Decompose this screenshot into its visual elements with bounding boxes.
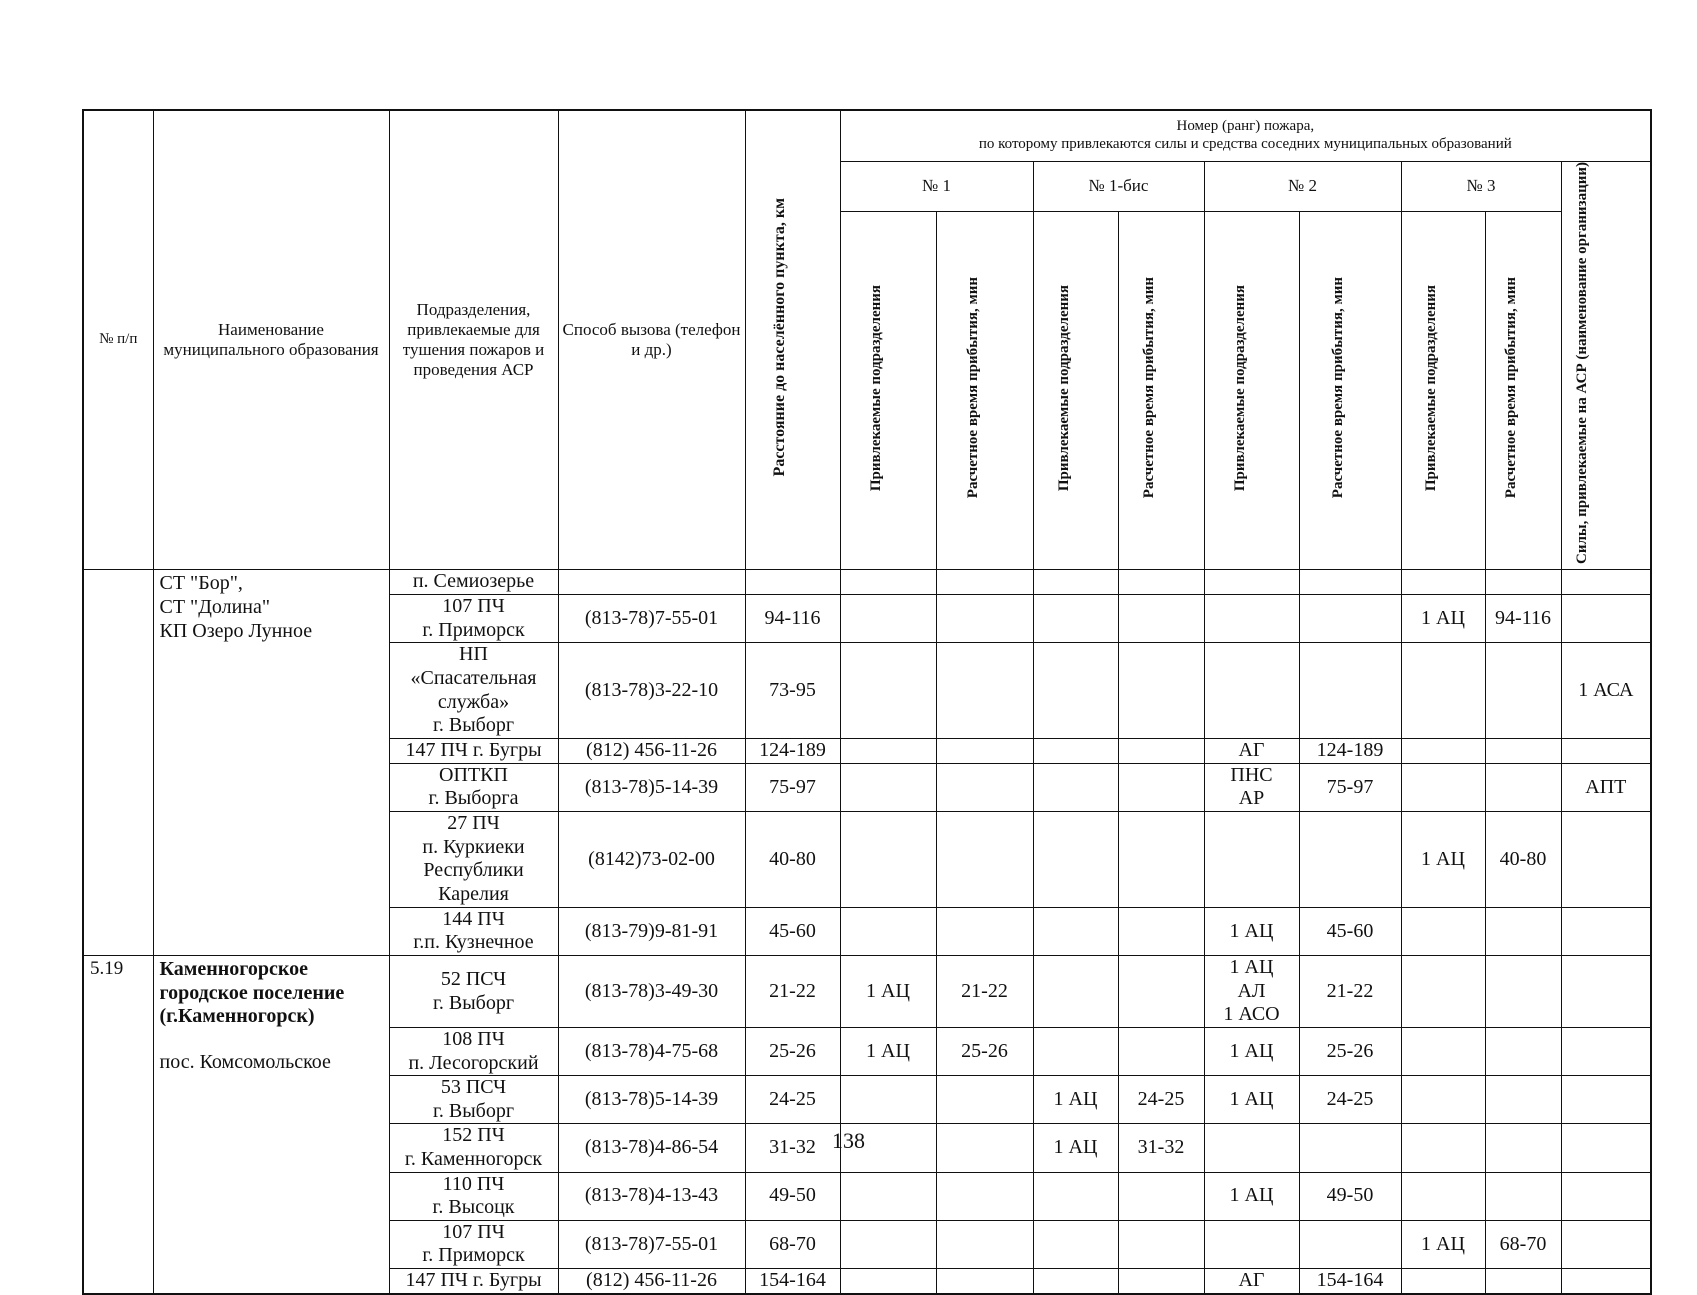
unit-cell-line: 107 ПЧ (442, 1220, 505, 1243)
call-method-cell: (812) 456-11-26 (558, 1269, 745, 1294)
unit-cell-line: 110 ПЧ (442, 1172, 505, 1195)
rank1bis-time-cell (1118, 739, 1204, 764)
distance-cell: 45-60 (745, 907, 840, 955)
unit-cell (389, 1269, 558, 1294)
unit-cell (389, 1172, 558, 1220)
rank2-units-cell (1204, 739, 1299, 764)
unit-cell-line: г. Выборг (432, 991, 515, 1014)
rank2-units-cell (1204, 1269, 1299, 1294)
rank1bis-units-cell (1033, 811, 1118, 907)
row-number: 5.19 (83, 956, 153, 1294)
municipality-name-bold-line: (г.Каменногорск) (159, 1005, 315, 1028)
municipality-name-bold-line: Каменногорское (159, 958, 309, 981)
rank1-units-cell (840, 1076, 936, 1124)
asr-forces-cell (1561, 907, 1651, 955)
unit-cell-line: г.п. Кузнечное (413, 931, 534, 954)
rank2-units-cell (1204, 570, 1299, 595)
rank1bis-units-cell (1033, 763, 1118, 811)
rank1bis-units-cell (1033, 643, 1118, 739)
distance-cell: 154-164 (745, 1269, 840, 1294)
rank2-units-cell (1204, 1220, 1299, 1268)
rank2-time-cell (1299, 643, 1401, 739)
rank2-units-cell-line: ПНС (1230, 763, 1273, 786)
header-r2-time (1299, 211, 1401, 570)
rank2-time-cell (1299, 570, 1401, 595)
rank1-units-cell (840, 811, 936, 907)
rank3-time-cell: 68-70 (1485, 1220, 1561, 1268)
rank2-time-cell (1299, 811, 1401, 907)
asr-forces-cell (1561, 956, 1651, 1028)
rank1bis-units-cell (1033, 739, 1118, 764)
unit-cell-line: п. Куркиеки (422, 835, 525, 858)
rank2-units-cell (1204, 956, 1299, 1028)
rank2-units-cell (1204, 811, 1299, 907)
asr-forces-cell: 1 АСА (1561, 643, 1651, 739)
call-method-cell: (813-78)5-14-39 (558, 1076, 745, 1124)
rank3-time-cell: 94-116 (1485, 594, 1561, 642)
call-method-cell: (813-78)4-86-54 (558, 1124, 745, 1172)
rank1-time-cell (936, 643, 1033, 739)
rank2-time-cell: 124-189 (1299, 739, 1401, 764)
rank2-units-cell (1204, 594, 1299, 642)
asr-forces-cell (1561, 1172, 1651, 1220)
header-r2-units (1204, 211, 1299, 570)
header-r1-units (840, 211, 936, 570)
rank3-units-cell (1401, 763, 1485, 811)
header-num: № п/п (83, 110, 153, 570)
rank3-units-cell: 1 АЦ (1401, 594, 1485, 642)
rank1-units-cell (840, 739, 936, 764)
header-asr (1561, 161, 1651, 570)
asr-forces-cell (1561, 811, 1651, 907)
rank1bis-units-cell: 1 АЦ (1033, 1076, 1118, 1124)
call-method-cell: (813-78)7-55-01 (558, 594, 745, 642)
asr-forces-cell (1561, 1269, 1651, 1294)
municipality-name-bold-line: городское поселение (159, 981, 345, 1004)
header-r1-units-text: Привлекаемые подразделения (868, 284, 884, 491)
unit-cell-line: г. Выборг (432, 714, 515, 737)
asr-forces-cell (1561, 1028, 1651, 1076)
distance-cell (745, 570, 840, 595)
rank1bis-units-cell (1033, 1028, 1118, 1076)
header-name: Наименование муниципального образования (153, 110, 389, 570)
rank3-units-cell (1401, 1028, 1485, 1076)
rank1bis-time-cell (1118, 570, 1204, 595)
header-r1b-units-text: Привлекаемые подразделения (1055, 284, 1072, 491)
rank1bis-units-cell (1033, 907, 1118, 955)
rank1bis-units-cell (1033, 570, 1118, 595)
call-method-cell: (813-78)3-49-30 (558, 956, 745, 1028)
rank1-units-cell (840, 643, 936, 739)
distance-cell: 68-70 (745, 1220, 840, 1268)
rank1bis-units-cell (1033, 1269, 1118, 1294)
call-method-cell: (812) 456-11-26 (558, 739, 745, 764)
rank1-time-cell (936, 594, 1033, 642)
rank3-time-cell (1485, 570, 1561, 595)
header-rank-1bis: № 1-бис (1033, 161, 1204, 211)
rank1bis-time-cell (1118, 1269, 1204, 1294)
distance-cell: 73-95 (745, 643, 840, 739)
unit-cell-line: ОПТКП (439, 763, 508, 786)
call-method-cell: (8142)73-02-00 (558, 811, 745, 907)
header-asr-text: Силы, привлекаемые на АСР (наименование организации) (1573, 161, 1590, 564)
rank2-time-cell: 75-97 (1299, 763, 1401, 811)
unit-cell-line: п. Семиозерье (412, 570, 535, 593)
unit-cell-line: 53 ПСЧ (440, 1076, 507, 1099)
unit-cell-line: 147 ПЧ г. Бугры (405, 1269, 542, 1292)
rank2-time-cell: 154-164 (1299, 1269, 1401, 1294)
distance-cell: 124-189 (745, 739, 840, 764)
unit-cell (389, 643, 558, 739)
header-r1-time-text: Расчетное время прибытия, мин (964, 277, 981, 499)
unit-cell-line: п. Лесогорский (408, 1051, 539, 1074)
rank3-time-cell (1485, 763, 1561, 811)
municipality-name-line: КП Озеро Лунное (159, 619, 313, 642)
rank3-units-cell (1401, 570, 1485, 595)
rank1-time-cell (936, 570, 1033, 595)
rank3-units-cell (1401, 1269, 1485, 1294)
rank3-units-cell (1401, 1172, 1485, 1220)
rank1-time-cell (936, 763, 1033, 811)
unit-cell (389, 811, 558, 907)
rank1bis-time-cell (1118, 643, 1204, 739)
rank1bis-time-cell (1118, 1028, 1204, 1076)
header-call: Способ вызова (телефон и др.) (558, 110, 745, 570)
rank1bis-units-cell (1033, 1172, 1118, 1220)
rank1-units-cell (840, 1220, 936, 1268)
rank3-time-cell: 40-80 (1485, 811, 1561, 907)
rank3-units-cell: 1 АЦ (1401, 811, 1485, 907)
table-row (83, 570, 1651, 595)
fire-forces-table (82, 109, 1652, 1295)
name-spacer (160, 1029, 383, 1051)
unit-cell (389, 1220, 558, 1268)
unit-cell-line: 152 ПЧ (442, 1124, 505, 1147)
rank1-time-cell (936, 907, 1033, 955)
rank2-time-cell: 45-60 (1299, 907, 1401, 955)
header-r3-units-text: Привлекаемые подразделения (1423, 284, 1439, 491)
rank3-units-cell (1401, 956, 1485, 1028)
header-distance (745, 110, 840, 570)
call-method-cell: (813-78)3-22-10 (558, 643, 745, 739)
rank3-time-cell (1485, 739, 1561, 764)
rank1bis-time-cell (1118, 1172, 1204, 1220)
unit-cell-line: г. Высоцк (432, 1196, 515, 1219)
header-r3-time-text: Расчетное время прибытия, мин (1503, 277, 1519, 499)
unit-cell-line: НП (459, 643, 488, 666)
asr-forces-cell (1561, 739, 1651, 764)
header-fire-rank-line1: Номер (ранг) пожара, (1176, 118, 1315, 135)
rank2-units-cell (1204, 1172, 1299, 1220)
header-r1b-time (1118, 211, 1204, 570)
rank1bis-time-cell (1118, 1220, 1204, 1268)
call-method-cell (558, 570, 745, 595)
header-r3-time (1485, 211, 1561, 570)
rank2-time-cell (1299, 594, 1401, 642)
rank3-units-cell (1401, 1076, 1485, 1124)
call-method-cell: (813-78)4-13-43 (558, 1172, 745, 1220)
unit-cell-line: г. Выборга (428, 787, 519, 810)
header-r1-time (936, 211, 1033, 570)
rank3-time-cell (1485, 643, 1561, 739)
distance-cell: 94-116 (745, 594, 840, 642)
rank2-units-cell-line: 1 АЦ (1229, 956, 1274, 979)
header-r1b-time-text: Расчетное время прибытия, мин (1141, 277, 1157, 499)
call-method-cell: (813-78)7-55-01 (558, 1220, 745, 1268)
distance-cell: 40-80 (745, 811, 840, 907)
rank1bis-time-cell: 31-32 (1118, 1124, 1204, 1172)
rank2-units-cell-line: АЛ (1237, 979, 1266, 1002)
rank1bis-units-cell (1033, 1220, 1118, 1268)
rank1-time-cell: 21-22 (936, 956, 1033, 1028)
rank1-time-cell: 25-26 (936, 1028, 1033, 1076)
rank1-units-cell (840, 1172, 936, 1220)
rank2-units-cell-line: 1 АЦ (1229, 1184, 1274, 1207)
rank3-units-cell (1401, 739, 1485, 764)
municipality-settlement: пос. Комсомольское (159, 1050, 331, 1073)
unit-cell-line: 108 ПЧ (442, 1028, 505, 1051)
distance-cell: 31-32 (745, 1124, 840, 1172)
rank2-units-cell (1204, 1028, 1299, 1076)
rank1bis-time-cell (1118, 763, 1204, 811)
rank1bis-time-cell (1118, 907, 1204, 955)
header-r2-time-text: Расчетное время прибытия, мин (1330, 277, 1346, 499)
header-r2-units-text: Привлекаемые подразделения (1231, 284, 1248, 491)
rank2-time-cell: 24-25 (1299, 1076, 1401, 1124)
unit-cell-line: служба» (437, 690, 510, 713)
rank2-time-cell: 25-26 (1299, 1028, 1401, 1076)
asr-forces-cell (1561, 1220, 1651, 1268)
unit-cell (389, 1076, 558, 1124)
asr-forces-cell (1561, 570, 1651, 595)
rank2-units-cell (1204, 643, 1299, 739)
rank2-units-cell-line: 1 АСО (1223, 1003, 1280, 1026)
header-units: Подразделения, привлекаемые для тушения пожаров и проведения АСР (389, 110, 558, 570)
distance-cell: 24-25 (745, 1076, 840, 1124)
unit-cell-line: «Спасательная (410, 667, 537, 690)
unit-cell-line: г. Каменногорск (404, 1148, 543, 1171)
rank1-time-cell (936, 1269, 1033, 1294)
table-row (83, 956, 1651, 1028)
unit-cell (389, 956, 558, 1028)
page-number: 138 (832, 1128, 865, 1153)
unit-cell (389, 739, 558, 764)
unit-cell-line: г. Приморск (422, 618, 525, 641)
rank2-units-cell (1204, 1076, 1299, 1124)
municipality-name-line: СТ "Долина" (159, 595, 271, 618)
unit-cell (389, 570, 558, 595)
rank1-time-cell (936, 811, 1033, 907)
header-rank-1: № 1 (840, 161, 1033, 211)
rank2-units-cell-line: 1 АЦ (1229, 919, 1274, 942)
municipality-name-line: СТ "Бор", (159, 572, 243, 595)
rank1bis-time-cell (1118, 811, 1204, 907)
unit-cell-line: 52 ПСЧ (440, 967, 507, 990)
rank1-time-cell (936, 739, 1033, 764)
asr-forces-cell (1561, 1076, 1651, 1124)
rank2-units-cell-line: АГ (1238, 739, 1265, 762)
rank1-time-cell (936, 1172, 1033, 1220)
rank3-time-cell (1485, 1269, 1561, 1294)
distance-cell: 75-97 (745, 763, 840, 811)
table-header (83, 110, 1651, 570)
rank1-units-cell (840, 570, 936, 595)
unit-cell-line: 144 ПЧ (442, 907, 505, 930)
municipality-name (153, 956, 389, 1294)
unit-cell-line: Республики (423, 859, 524, 882)
rank1-time-cell (936, 1076, 1033, 1124)
rank3-units-cell (1401, 907, 1485, 955)
header-fire-rank (840, 110, 1651, 161)
rank3-time-cell (1485, 1076, 1561, 1124)
header-fire-rank-line2: по которому привлекаются силы и средства соседних муниципальных образований (978, 135, 1512, 152)
header-rank-2: № 2 (1204, 161, 1401, 211)
rank2-time-cell: 49-50 (1299, 1172, 1401, 1220)
unit-cell (389, 763, 558, 811)
unit-cell-line: 147 ПЧ г. Бугры (405, 739, 542, 762)
rank2-time-cell: 21-22 (1299, 956, 1401, 1028)
rank3-time-cell (1485, 956, 1561, 1028)
rank3-units-cell (1401, 643, 1485, 739)
unit-cell-line: г. Приморск (422, 1244, 525, 1267)
rank1-units-cell: 1 АЦ (840, 956, 936, 1028)
rank1bis-units-cell: 1 АЦ (1033, 1124, 1118, 1172)
rank1-units-cell (840, 763, 936, 811)
header-r1b-units (1033, 211, 1118, 570)
rank3-time-cell (1485, 1172, 1561, 1220)
unit-cell (389, 907, 558, 955)
rank1-units-cell: 1 АЦ (840, 1028, 936, 1076)
asr-forces-cell (1561, 594, 1651, 642)
rank2-units-cell-line: АГ (1238, 1269, 1265, 1292)
rank1bis-units-cell (1033, 594, 1118, 642)
unit-cell (389, 594, 558, 642)
rank2-units-cell (1204, 907, 1299, 955)
rank1bis-time-cell: 24-25 (1118, 1076, 1204, 1124)
rank1bis-time-cell (1118, 594, 1204, 642)
header-distance-text: Расстояние до населённого пункта, км (770, 198, 788, 477)
rank1bis-time-cell (1118, 956, 1204, 1028)
unit-cell-line: г. Выборг (432, 1099, 515, 1122)
call-method-cell: (813-79)9-81-91 (558, 907, 745, 955)
rank1-time-cell (936, 1220, 1033, 1268)
rank2-time-cell (1299, 1220, 1401, 1268)
rank3-time-cell (1485, 1028, 1561, 1076)
table-body (83, 570, 1651, 1294)
rank2-units-cell-line: 1 АЦ (1229, 1088, 1274, 1111)
distance-cell: 49-50 (745, 1172, 840, 1220)
rank1-units-cell (840, 1269, 936, 1294)
unit-cell-line: 27 ПЧ (447, 812, 500, 835)
rank2-units-cell-line: 1 АЦ (1229, 1039, 1274, 1062)
rank3-units-cell: 1 АЦ (1401, 1220, 1485, 1268)
distance-cell: 21-22 (745, 956, 840, 1028)
call-method-cell: (813-78)5-14-39 (558, 763, 745, 811)
rank1bis-units-cell (1033, 956, 1118, 1028)
header-rank-3: № 3 (1401, 161, 1561, 211)
call-method-cell: (813-78)4-75-68 (558, 1028, 745, 1076)
unit-cell-line: 107 ПЧ (442, 594, 505, 617)
rank3-time-cell (1485, 907, 1561, 955)
row-number (83, 570, 153, 956)
distance-cell: 25-26 (745, 1028, 840, 1076)
unit-cell (389, 1028, 558, 1076)
unit-cell-line: Карелия (438, 882, 509, 905)
municipality-name (153, 570, 389, 956)
header-r3-units (1401, 211, 1485, 570)
rank1-units-cell (840, 594, 936, 642)
rank2-units-cell (1204, 763, 1299, 811)
rank2-units-cell-line: АР (1238, 787, 1265, 810)
rank1-units-cell (840, 907, 936, 955)
asr-forces-cell: АПТ (1561, 763, 1651, 811)
